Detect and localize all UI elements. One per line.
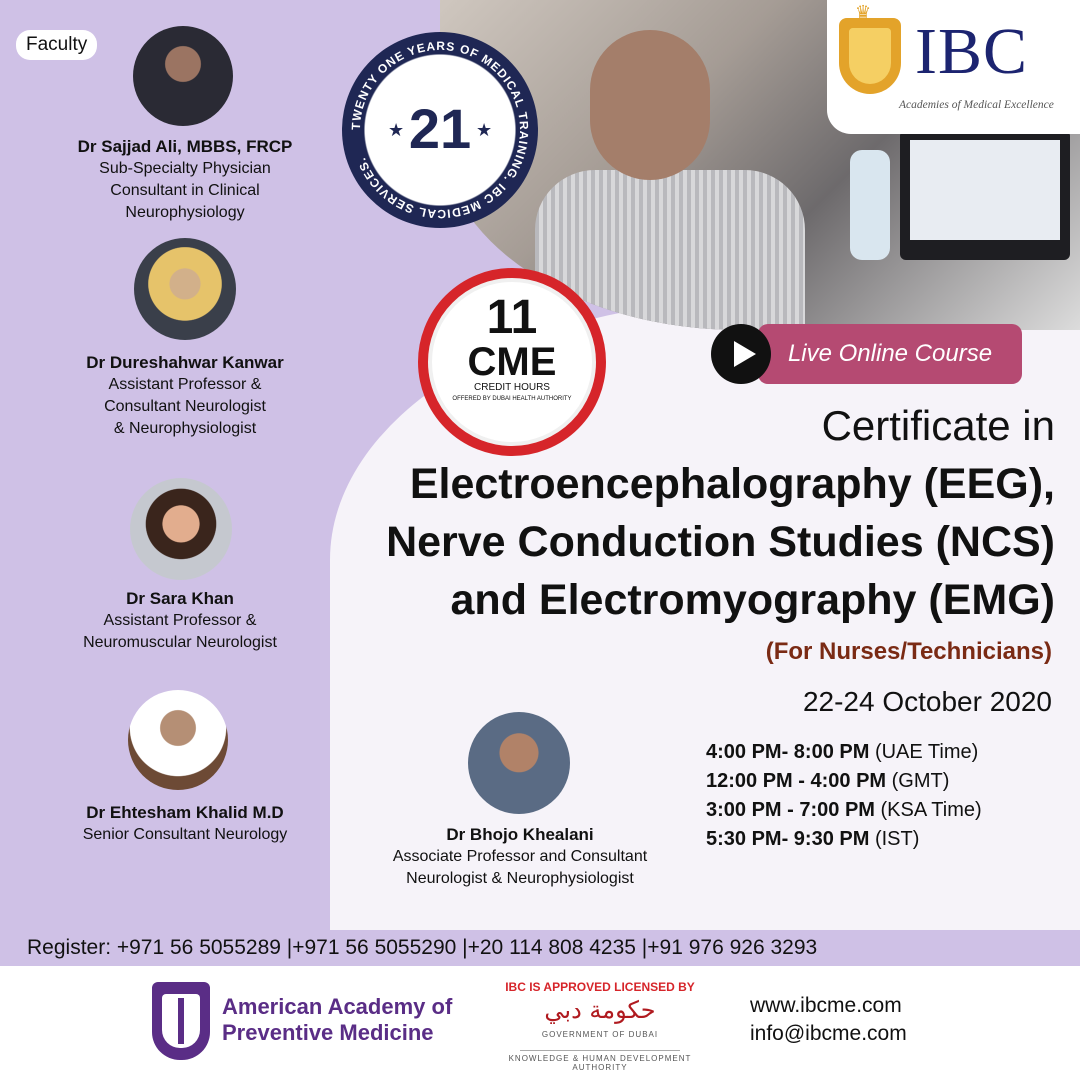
faculty-avatar [468,712,570,814]
government-of-dubai-logo: حكومة دبي [544,996,656,1024]
faculty-role: Consultant in Clinical [110,182,260,199]
faculty-role: Assistant Professor & [108,376,262,393]
cme-offered-by: OFFERED BY DUBAI HEALTH AUTHORITY [452,396,572,402]
aapm-line: American Academy of [222,994,453,1019]
course-title-line: Nerve Conduction Studies (NCS) [386,518,1055,566]
faculty-avatar [133,26,233,126]
faculty-role: Senior Consultant Neurology [82,826,288,843]
badge-ring-label: TWENTY ONE YEARS OF MEDICAL TRAINING. IBC MEDICAL SERVICES. [348,38,532,222]
ibc-tagline: Academies of Medical Excellence [899,99,1054,111]
schedule-times [706,738,982,854]
course-date: 22-24 October 2020 [802,686,1052,717]
register-phone-bar: Register: +971 56 5055289 |+971 56 5055290 |+20 114 808 4235 |+91 976 926 3293 [0,930,1080,966]
aapm-line: Preventive Medicine [222,1020,434,1045]
website-link[interactable]: www.ibcme.com [750,994,902,1017]
schedule-row [706,825,982,854]
faculty-role: Associate Professor and Consultant [392,848,648,865]
schedule-zone: (KSA Time) [880,799,982,821]
faculty-member [40,352,330,440]
course-title-line: Electroencephalography (EEG), [409,460,1055,508]
schedule-time: 12:00 PM - 4:00 PM [706,770,887,792]
faculty-avatar [128,690,228,790]
cme-hours: 11 [486,291,538,344]
government-of-dubai: GOVERNMENT OF DUBAI [541,1030,659,1039]
contact-block [750,992,907,1048]
faculty-avatar [134,238,236,340]
star-icon: ★ [388,120,405,140]
cme-badge [418,268,606,456]
faculty-name: Dr Bhojo Khealani [446,825,594,844]
ibc-name: IBC [915,15,1029,88]
faculty-name: Dr Dureshahwar Kanwar [86,353,284,372]
schedule-time: 5:30 PM- 9:30 PM [706,828,870,850]
schedule-row [706,767,982,796]
audience: (For Nurses/Technicians) [765,638,1052,665]
faculty-role: & Neurophysiologist [113,420,257,437]
faculty-role: Neurologist & Neurophysiologist [406,870,634,887]
faculty-name: Dr Ehtesham Khalid M.D [86,803,284,822]
course-title-line: and Electromyography (EMG) [450,576,1055,624]
twenty-one-years-badge [342,32,538,228]
faculty-role: Assistant Professor & [103,612,257,629]
faculty-avatar [130,478,232,580]
faculty-role: Sub-Specialty Physician [99,160,271,177]
star-icon: ★ [476,120,493,140]
cme-credit-hours: CREDIT HOURS [474,382,550,393]
years-number: 21 [408,97,472,160]
schedule-row [706,738,982,767]
schedule-zone: (GMT) [891,770,950,792]
khda-arabic-divider [520,1038,680,1051]
aapm-logo-text [222,994,452,1046]
faculty-member [350,824,690,890]
faculty-role: Neuromuscular Neurologist [83,634,277,651]
faculty-name: Dr Sajjad Ali, MBBS, FRCP [77,137,293,156]
khda-name: KNOWLEDGE & HUMAN DEVELOPMENT AUTHORITY [508,1054,692,1072]
faculty-role: Consultant Neurologist [104,398,266,415]
schedule-time: 3:00 PM - 7:00 PM [706,799,875,821]
faculty-member [40,136,330,224]
live-online-course-label: Live Online Course [758,324,1022,384]
schedule-time: 4:00 PM- 8:00 PM [706,741,870,763]
play-icon [711,324,771,384]
ibc-logo [827,0,1080,134]
schedule-zone: (IST) [874,828,920,850]
faculty-label: Faculty [16,30,97,60]
faculty-member [30,588,330,654]
approved-by-label: IBC IS APPROVED LICENSED BY [505,980,695,994]
cme-label: CME [467,340,557,384]
schedule-row [706,796,982,825]
faculty-member [40,802,330,846]
faculty-role: Neurophysiology [125,204,245,221]
crown-icon: ♛ [855,2,872,22]
schedule-zone: (UAE Time) [874,741,979,763]
certificate-in: Certificate in [821,402,1055,449]
faculty-name: Dr Sara Khan [126,589,234,608]
email-link[interactable]: info@ibcme.com [750,1022,907,1045]
